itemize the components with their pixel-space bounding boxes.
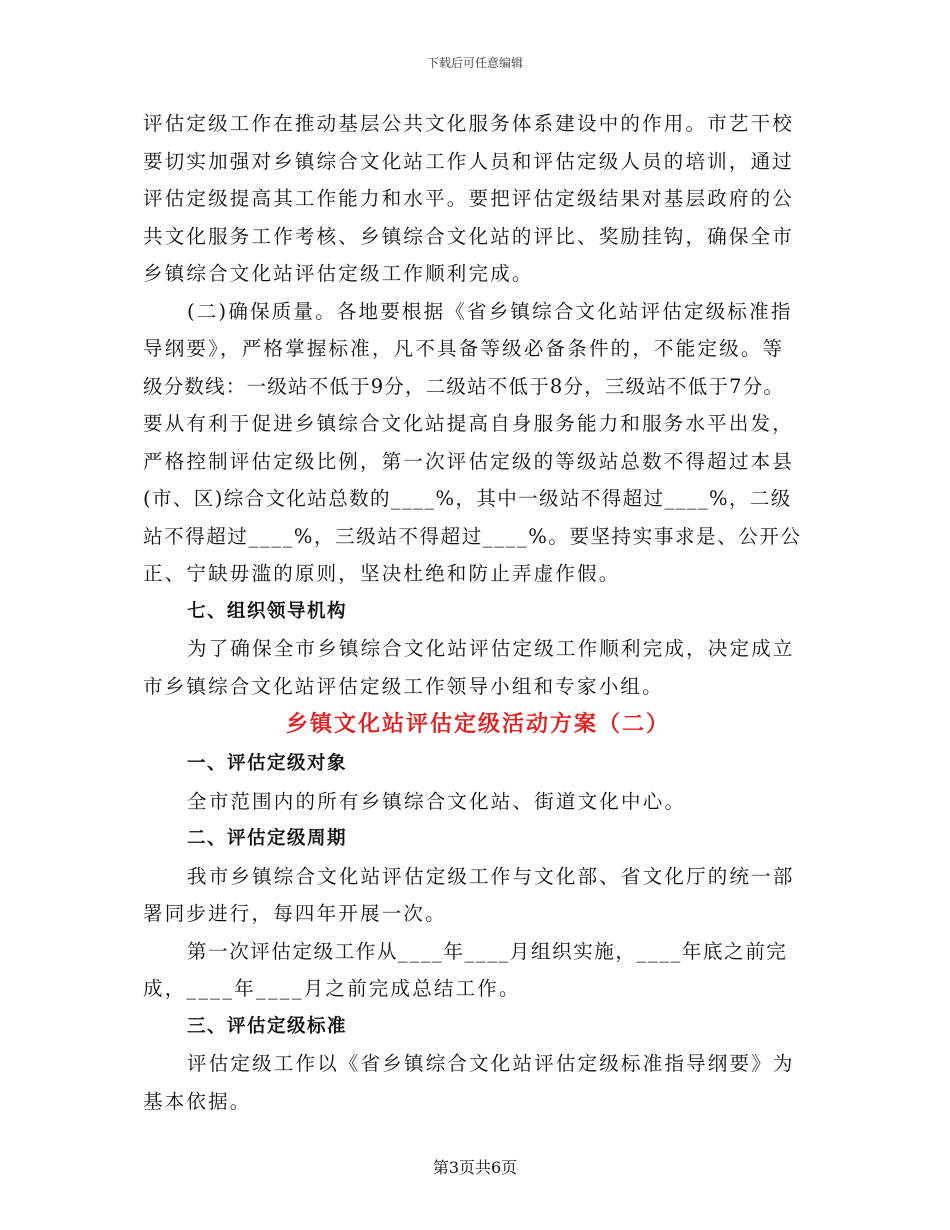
paragraph-line: 市乡镇综合文化站评估定级工作领导小组和专家小组。 bbox=[143, 674, 664, 698]
paragraph-line: 评估定级工作在推动基层公共文化服务体系建设中的作用。市艺干校 bbox=[143, 112, 795, 135]
paragraph-line: (二)确保质量。各地要根据《省乡镇综合文化站评估定级标准指 bbox=[187, 299, 793, 323]
paragraph-line: 第一次评估定级工作从____年____月组织实施，____年底之前完 bbox=[187, 939, 788, 963]
page-footer: 第3页共6页 bbox=[432, 1158, 518, 1177]
paragraph-line: 评估定级提高其工作能力和水平。要把评估定级结果对基层政府的公 bbox=[143, 187, 795, 210]
paragraph-line: 基本依据。 bbox=[143, 1089, 252, 1113]
paragraph-line: 我市乡镇综合文化站评估定级工作与文化部、省文化厅的统一部 bbox=[187, 864, 795, 888]
paragraph-line: 严格控制评估定级比例，第一次评估定级的等级站总数不得超过本县 bbox=[143, 449, 795, 473]
paragraph-line: 正、宁缺毋滥的原则，坚决杜绝和防止弄虚作假。 bbox=[143, 562, 621, 585]
document-title: 乡镇文化站评估定级活动方案（二） bbox=[285, 712, 670, 737]
page-header: 下载后可任意编辑 bbox=[426, 56, 523, 70]
paragraph-line: 级分数线：一级站不低于9分，二级站不低于8分，三级站不低于7分。 bbox=[143, 374, 785, 398]
paragraph-line: 要切实加强对乡镇综合文化站工作人员和评估定级人员的培训，通过 bbox=[143, 149, 795, 173]
paragraph-line: 乡镇综合文化站评估定级工作顺利完成。 bbox=[143, 262, 534, 285]
paragraph-line: 共文化服务工作考核、乡镇综合文化站的评比、奖励挂钩，确保全市 bbox=[143, 224, 795, 248]
paragraph-line: 为了确保全市乡镇综合文化站评估定级工作顺利完成，决定成立 bbox=[187, 637, 795, 660]
paragraph-line: 要从有利于促进乡镇综合文化站提高自身服务能力和服务水平出发， bbox=[143, 412, 795, 435]
paragraph-line: (市、区)综合文化站总数的____%，其中一级站不得超过____%，二级 bbox=[143, 487, 792, 510]
paragraph-line: 署同步进行，每四年开展一次。 bbox=[143, 902, 447, 925]
paragraph-line: 导纲要》，严格掌握标准，凡不具备等级必备条件的，不能定级。等 bbox=[143, 337, 785, 360]
section-heading: 三、评估定级标准 bbox=[187, 1015, 348, 1037]
paragraph-line: 评估定级工作以《省乡镇综合文化站评估定级标准指导纲要》为 bbox=[187, 1052, 795, 1075]
section-heading: 一、评估定级对象 bbox=[187, 753, 348, 774]
section-heading: 二、评估定级周期 bbox=[187, 828, 348, 849]
paragraph-line: 全市范围内的所有乡镇综合文化站、街道文化中心。 bbox=[187, 789, 687, 813]
document-body bbox=[143, 105, 813, 1120]
paragraph-line: 成，____年____月之前完成总结工作。 bbox=[143, 977, 521, 1000]
paragraph-line: 站不得超过____%，三级站不得超过____%。要坚持实事求是、公开公 bbox=[143, 524, 802, 548]
section-heading: 七、组织领导机构 bbox=[187, 600, 348, 622]
